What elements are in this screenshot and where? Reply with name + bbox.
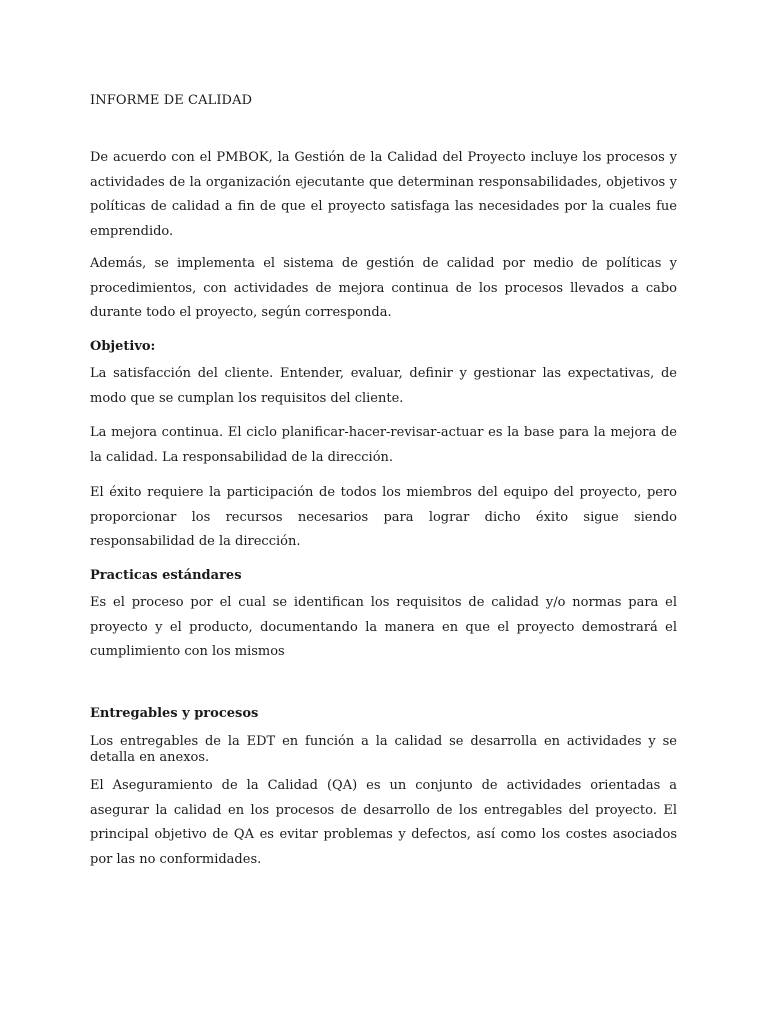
document-title: INFORME DE CALIDAD <box>90 93 253 108</box>
entregables-paragraph-2: El Aseguramiento de la Calidad (QA) es un conjunto de actividades orientadas a asegurar la calidad en los procesos de desarrollo de los entregables del proyecto. El principal objetivo de QA es evitar problemas y defectos, así como los costes asociados por las no conformidades. <box>90 778 677 867</box>
practicas-paragraph-1: Es el proceso por el cual se identifican los requisitos de calidad y/o normas para el proyecto y el producto, documentando la manera en que el proyecto demostrará el cumplimiento con los mismos <box>90 595 677 659</box>
entregables-heading: Entregables y procesos <box>90 706 259 721</box>
objetivo-paragraph-3: El éxito requiere la participación de todos los miembros del equipo del proyecto, pero proporcionar los recursos necesarios para lograr dicho éxito sigue siendo responsabilidad de la dirección. <box>90 485 677 549</box>
intro-paragraph-2: Además, se implementa el sistema de gestión de calidad por medio de políticas y procedimientos, con actividades de mejora continua de los procesos llevados a cabo durante todo el proyecto, según corresponda. <box>90 256 677 320</box>
intro-paragraph-1: De acuerdo con el PMBOK, la Gestión de la Calidad del Proyecto incluye los procesos y actividades de la organización ejecutante que determinan responsabilidades, objetivos y políticas de calidad a fin de que el proyecto satisfaga las necesidades por la cuales fue emprendido. <box>90 150 677 239</box>
practicas-heading: Practicas estándares <box>90 568 242 583</box>
objetivo-paragraph-2: La mejora continua. El ciclo planificar-hacer-revisar-actuar es la base para la mejora de la calidad. La responsabilidad de la dirección. <box>90 425 677 465</box>
objetivo-heading: Objetivo: <box>90 339 156 354</box>
objetivo-paragraph-1: La satisfacción del cliente. Entender, evaluar, definir y gestionar las expectativas, de modo que se cumplan los requisitos del cliente. <box>90 366 677 406</box>
entregables-paragraph-1: Los entregables de la EDT en función a la calidad se desarrolla en actividades y se detalla en anexos. <box>90 734 677 765</box>
